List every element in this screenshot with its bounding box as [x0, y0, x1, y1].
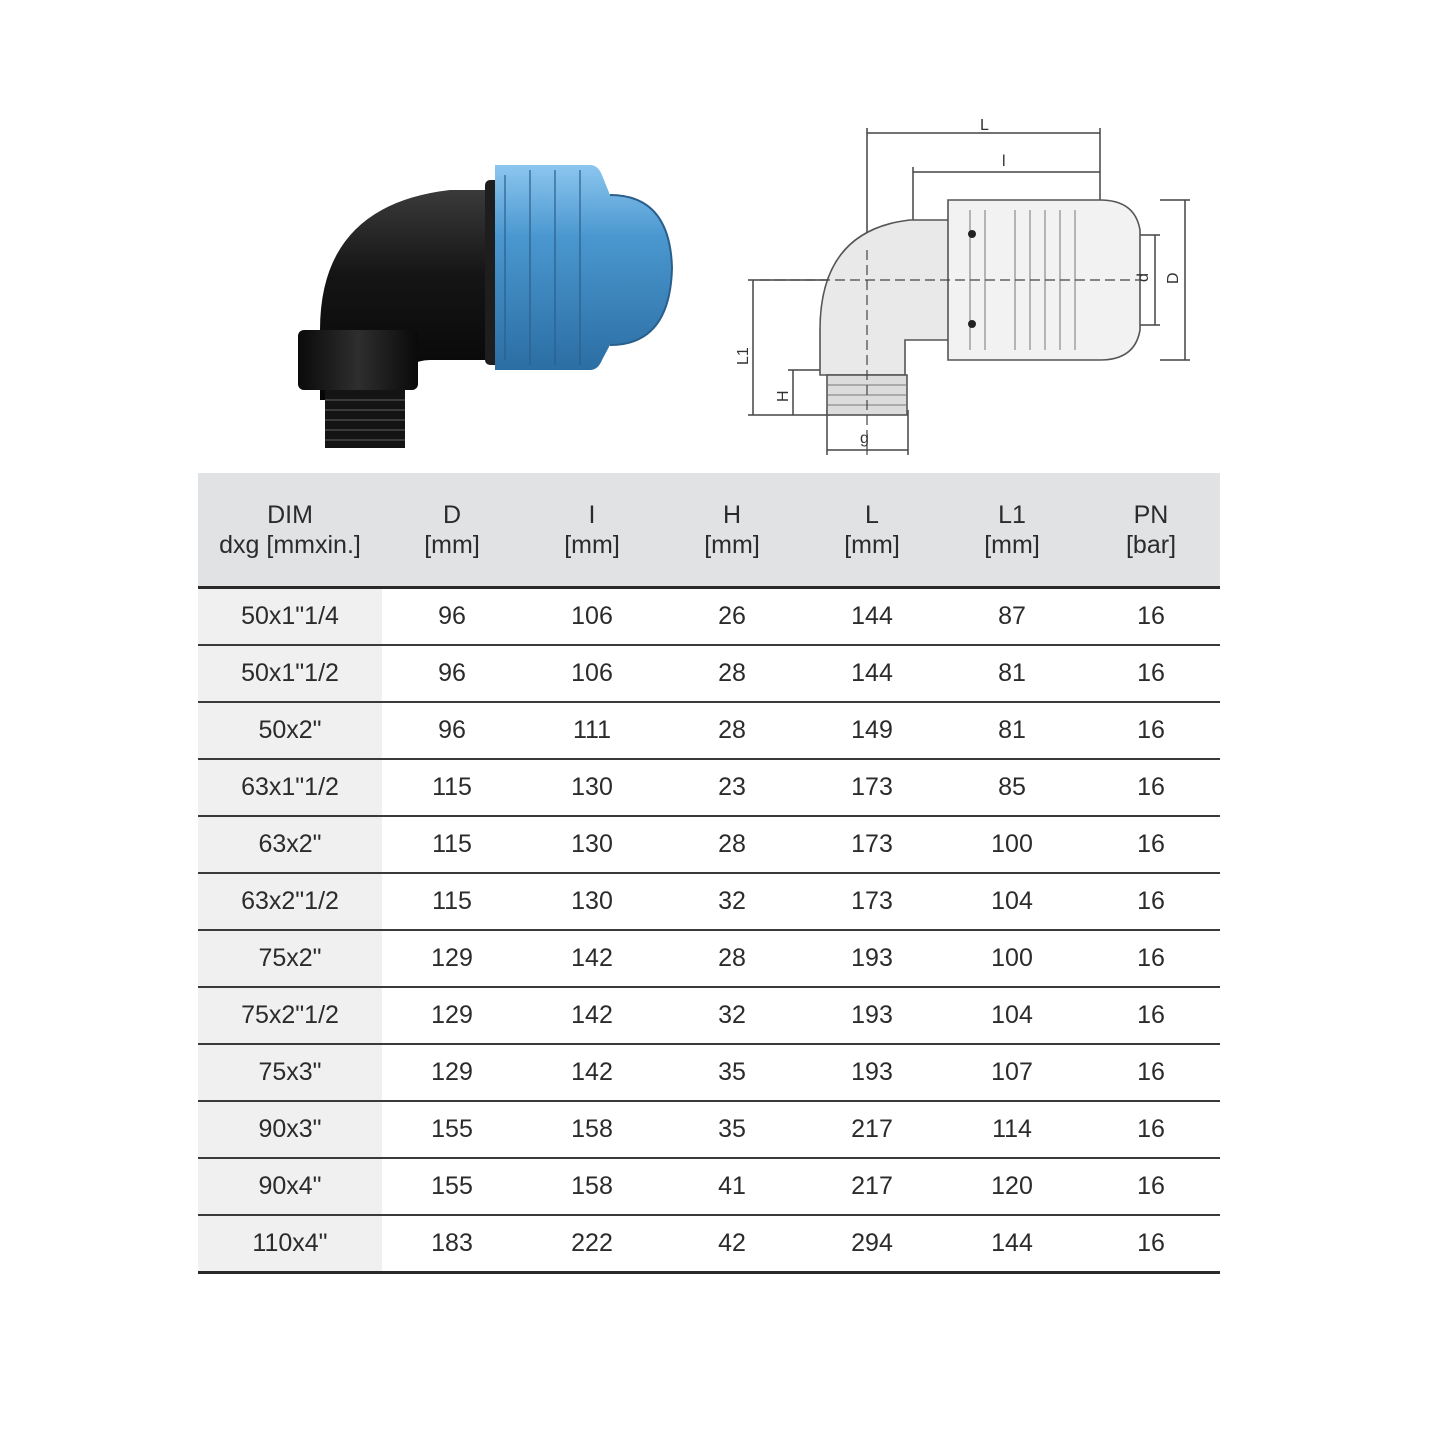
- column-header: [198, 473, 382, 588]
- value-cell: 114: [942, 1101, 1082, 1158]
- value-cell: 158: [522, 1101, 662, 1158]
- value-cell: 81: [942, 645, 1082, 702]
- table-row: [198, 1215, 1220, 1273]
- value-cell: 16: [1082, 1101, 1220, 1158]
- value-cell: 142: [522, 1044, 662, 1101]
- dim-cell: 50x1"1/4: [198, 588, 382, 646]
- value-cell: 16: [1082, 702, 1220, 759]
- dim-cell: 75x2"1/2: [198, 987, 382, 1044]
- column-header-name: I: [588, 500, 596, 529]
- elbow-fitting-photo: [280, 150, 690, 460]
- value-cell: 104: [942, 987, 1082, 1044]
- value-cell: 149: [802, 702, 942, 759]
- value-cell: 16: [1082, 645, 1220, 702]
- value-cell: 107: [942, 1044, 1082, 1101]
- dim-cell: 90x4": [198, 1158, 382, 1215]
- dim-cell: 63x2": [198, 816, 382, 873]
- table-header-row: [198, 473, 1220, 588]
- column-header: [522, 473, 662, 588]
- value-cell: 222: [522, 1215, 662, 1273]
- value-cell: 26: [662, 588, 802, 646]
- value-cell: 87: [942, 588, 1082, 646]
- column-header-name: H: [722, 500, 742, 529]
- column-header-name: PN: [1133, 500, 1169, 529]
- value-cell: 115: [382, 816, 522, 873]
- value-cell: 193: [802, 930, 942, 987]
- value-cell: 217: [802, 1158, 942, 1215]
- value-cell: 120: [942, 1158, 1082, 1215]
- column-header-unit: [mm]: [424, 530, 480, 559]
- table-body: [198, 588, 1220, 1273]
- column-header: [942, 473, 1082, 588]
- value-cell: 41: [662, 1158, 802, 1215]
- column-header-unit: [mm]: [564, 530, 620, 559]
- dimension-drawing: [730, 110, 1200, 460]
- value-cell: 106: [522, 645, 662, 702]
- value-cell: 16: [1082, 816, 1220, 873]
- column-header-name: D: [442, 500, 462, 529]
- table-row: [198, 816, 1220, 873]
- column-header: [382, 473, 522, 588]
- dim-cell: 50x2": [198, 702, 382, 759]
- value-cell: 23: [662, 759, 802, 816]
- value-cell: 115: [382, 759, 522, 816]
- value-cell: 16: [1082, 1044, 1220, 1101]
- value-cell: 173: [802, 816, 942, 873]
- value-cell: 28: [662, 645, 802, 702]
- value-cell: 115: [382, 873, 522, 930]
- value-cell: 158: [522, 1158, 662, 1215]
- column-header-unit: [mm]: [844, 530, 900, 559]
- value-cell: 96: [382, 702, 522, 759]
- value-cell: 16: [1082, 588, 1220, 646]
- value-cell: 129: [382, 987, 522, 1044]
- value-cell: 144: [942, 1215, 1082, 1273]
- value-cell: 16: [1082, 873, 1220, 930]
- value-cell: 130: [522, 873, 662, 930]
- value-cell: 96: [382, 588, 522, 646]
- value-cell: 106: [522, 588, 662, 646]
- table-row: [198, 759, 1220, 816]
- column-header-name: DIM: [267, 500, 313, 529]
- value-cell: 142: [522, 987, 662, 1044]
- table-row: [198, 1158, 1220, 1215]
- value-cell: 16: [1082, 930, 1220, 987]
- value-cell: 16: [1082, 1215, 1220, 1273]
- value-cell: 129: [382, 930, 522, 987]
- column-header-unit: [bar]: [1125, 530, 1177, 559]
- column-header: [1082, 473, 1220, 588]
- label-g: g: [860, 430, 869, 447]
- value-cell: 16: [1082, 759, 1220, 816]
- value-cell: 32: [662, 987, 802, 1044]
- value-cell: 35: [662, 1044, 802, 1101]
- value-cell: 104: [942, 873, 1082, 930]
- label-L: L: [980, 117, 989, 134]
- value-cell: 294: [802, 1215, 942, 1273]
- label-d: d: [1135, 273, 1152, 282]
- value-cell: 42: [662, 1215, 802, 1273]
- value-cell: 129: [382, 1044, 522, 1101]
- value-cell: 28: [662, 702, 802, 759]
- dim-cell: 63x2"1/2: [198, 873, 382, 930]
- table-row: [198, 1044, 1220, 1101]
- column-header: [802, 473, 942, 588]
- value-cell: 16: [1082, 987, 1220, 1044]
- value-cell: 28: [662, 930, 802, 987]
- table-row: [198, 987, 1220, 1044]
- column-header: [662, 473, 802, 588]
- table-row: [198, 645, 1220, 702]
- value-cell: 111: [522, 702, 662, 759]
- value-cell: 155: [382, 1158, 522, 1215]
- column-header-unit: [mm]: [984, 530, 1040, 559]
- value-cell: 183: [382, 1215, 522, 1273]
- value-cell: 35: [662, 1101, 802, 1158]
- dim-cell: 90x3": [198, 1101, 382, 1158]
- value-cell: 100: [942, 930, 1082, 987]
- value-cell: 130: [522, 759, 662, 816]
- table-row: [198, 588, 1220, 646]
- dim-cell: 75x3": [198, 1044, 382, 1101]
- value-cell: 16: [1082, 1158, 1220, 1215]
- table-row: [198, 930, 1220, 987]
- value-cell: 217: [802, 1101, 942, 1158]
- label-H: H: [775, 390, 792, 402]
- table-row: [198, 1101, 1220, 1158]
- value-cell: 28: [662, 816, 802, 873]
- value-cell: 173: [802, 873, 942, 930]
- dim-cell: 75x2": [198, 930, 382, 987]
- value-cell: 85: [942, 759, 1082, 816]
- value-cell: 100: [942, 816, 1082, 873]
- column-header-unit: [mm]: [704, 530, 760, 559]
- value-cell: 144: [802, 588, 942, 646]
- dim-cell: 63x1"1/2: [198, 759, 382, 816]
- value-cell: 142: [522, 930, 662, 987]
- dim-cell: 110x4": [198, 1215, 382, 1273]
- value-cell: 173: [802, 759, 942, 816]
- value-cell: 96: [382, 645, 522, 702]
- column-header-name: L1: [998, 500, 1026, 529]
- label-D: D: [1165, 272, 1182, 284]
- dim-cell: 50x1"1/2: [198, 645, 382, 702]
- dimension-table: [198, 473, 1220, 1274]
- value-cell: 130: [522, 816, 662, 873]
- label-L1: L1: [735, 347, 752, 365]
- column-header-unit: dxg [mmxin.]: [219, 530, 361, 559]
- table-row: [198, 702, 1220, 759]
- column-header-name: L: [865, 500, 879, 529]
- value-cell: 81: [942, 702, 1082, 759]
- value-cell: 193: [802, 1044, 942, 1101]
- label-l: l: [1002, 153, 1006, 170]
- table-row: [198, 873, 1220, 930]
- value-cell: 193: [802, 987, 942, 1044]
- value-cell: 144: [802, 645, 942, 702]
- value-cell: 155: [382, 1101, 522, 1158]
- value-cell: 32: [662, 873, 802, 930]
